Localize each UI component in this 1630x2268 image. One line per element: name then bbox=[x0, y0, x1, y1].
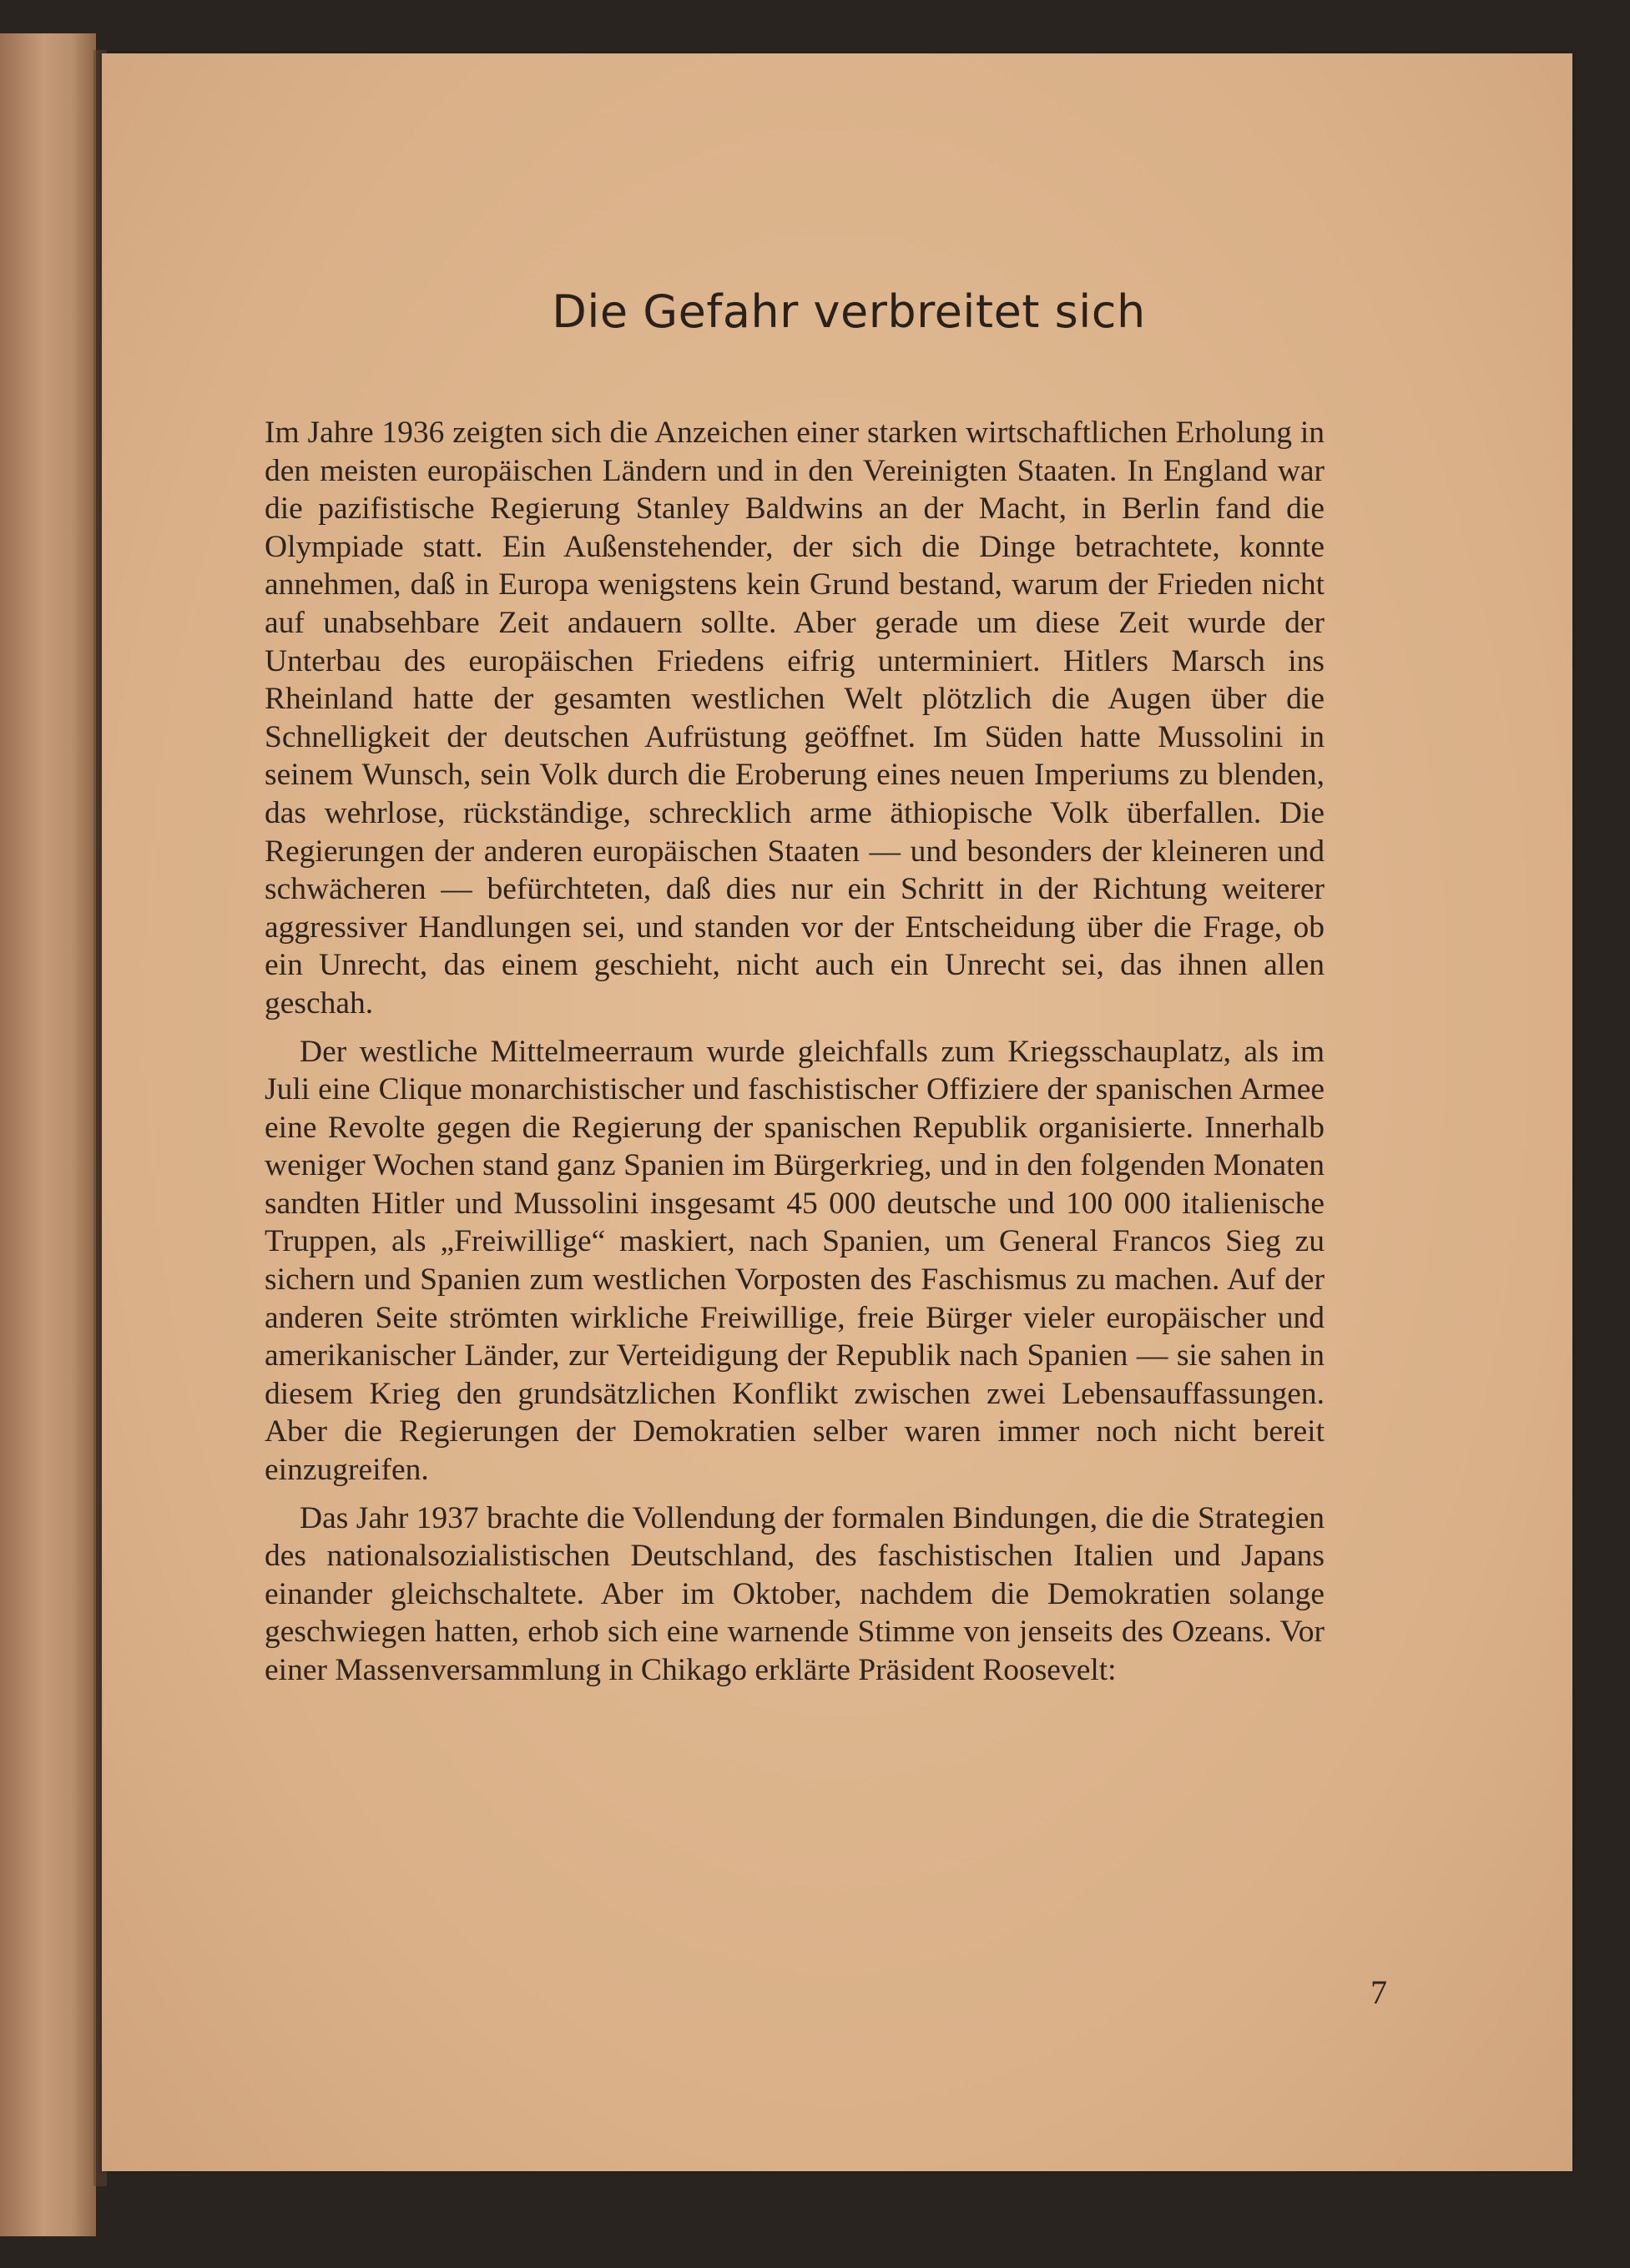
book-spine bbox=[0, 33, 96, 2236]
book-page bbox=[102, 53, 1572, 2171]
paragraph-1: Im Jahre 1936 zeigten sich die Anzeichen einer starken wirtschaftlichen Erholung in den meisten europäischen Ländern und in den Vereinigten Staaten. In England war die pazifistische Regierung Stanley Baldwins an der Macht, in Berlin fand die Olympiade statt. Ein Außenstehender, der sich die Dinge betrachtete, konnte annehmen, daß in Europa wenigstens kein Grund bestand, warum der Frieden nicht auf unabsehbare Zeit andauern sollte. Aber gerade um diese Zeit wurde der Unterbau des europäischen Friedens eifrig unterminiert. Hitlers Marsch ins Rheinland hatte der gesamten westlichen Welt plötzlich die Augen über die Schnelligkeit der deutschen Aufrüstung geöffnet. Im Süden hatte Mussolini in seinem Wunsch, sein Volk durch die Eroberung eines neuen Imperiums zu blenden, das wehrlose, rückständige, schrecklich arme äthiopische Volk überfallen. Die Regierungen der anderen europäischen Staaten — und besonders der kleineren und schwächeren — befürchteten, daß dies nur ein Schritt in der Richtung weiterer aggressiver Handlungen sei, und standen vor der Entscheidung über die Frage, ob ein Unrecht, das einem geschieht, nicht auch ein Unrecht sei, das ihnen allen geschah. bbox=[265, 416, 1325, 1021]
paragraph-3: Das Jahr 1937 brachte die Vollendung der formalen Bindungen, die die Strategien des nationalsozialistischen Deutschland, des faschistischen Italien und Japans einander gleichschaltete. Aber im Oktober, nachdem die Demokratien solange geschwiegen hatten, erhob sich eine warnende Stimme von jenseits des Ozeans. Vor einer Massenversammlung in Chikago erklärte Präsident Roosevelt: bbox=[265, 1500, 1325, 1687]
paragraph-2: Der westliche Mittelmeerraum wurde gleichfalls zum Kriegsschauplatz, als im Juli eine Clique monarchistischer und faschistischer Offiziere der spanischen Armee eine Revolte gegen die Regierung der spanischen Republik organisierte. Innerhalb weniger Wochen stand ganz Spanien im Bürgerkrieg, und in den folgenden Monaten sandten Hitler und Mussolini insgesamt 45 000 deutsche und 100 000 italienische Truppen, als „Freiwillige“ maskiert, nach Spanien, um General Francos Sieg zu sichern und Spanien zum westlichen Vorposten des Faschismus zu machen. Auf der anderen Seite strömten wirkliche Freiwillige, freie Bürger vieler europäischer und amerikanischer Länder, zur Verteidigung der Republik nach Spanien — sie sahen in diesem Krieg den grundsätzlichen Konflikt zwischen zwei Lebensauffassungen. Aber die Regierungen der Demokratien selber waren immer noch nicht bereit einzugreifen. bbox=[265, 1034, 1325, 1488]
page-number: 7 bbox=[1370, 1973, 1387, 2011]
body-text bbox=[265, 414, 1325, 1700]
chapter-title: Die Gefahr verbreitet sich bbox=[552, 285, 1146, 338]
